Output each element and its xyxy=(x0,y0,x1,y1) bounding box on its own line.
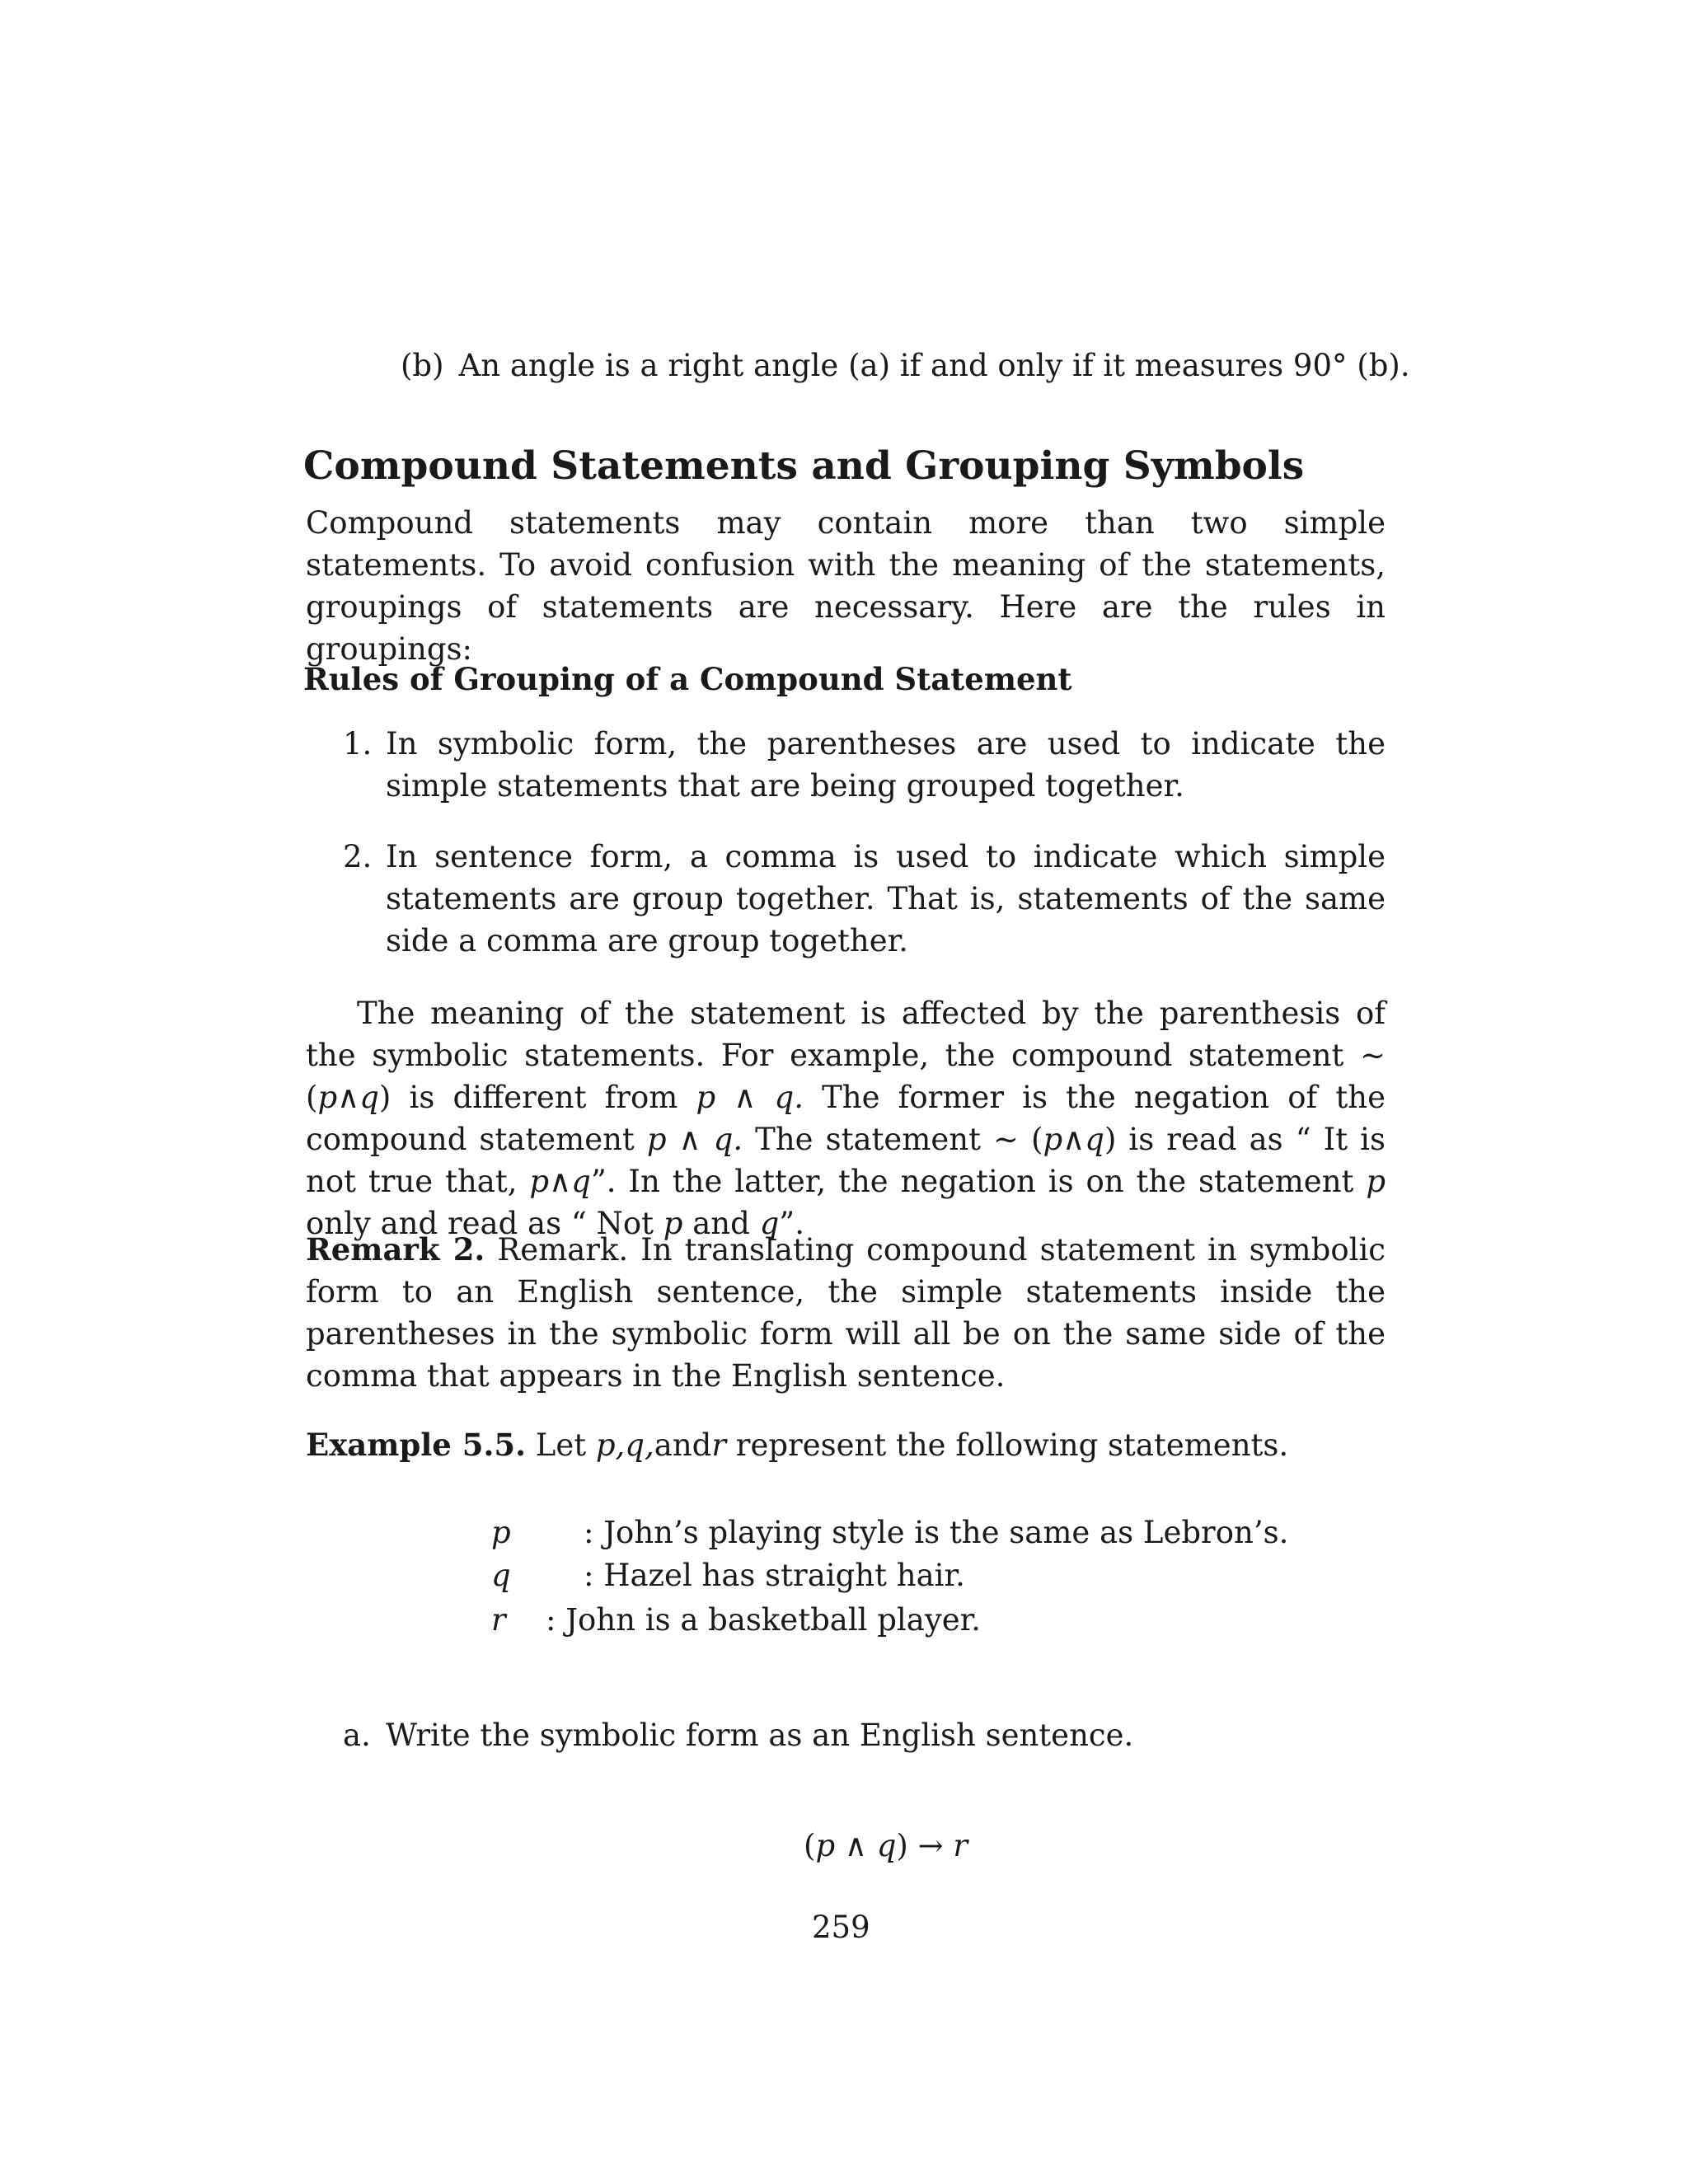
rule-text: In sentence form, a comma is used to indicate which simple statements are group together. That is, statements of the same side a comma are group together. xyxy=(386,839,1386,958)
list-item-text: An angle is a right angle (a) if and only if it measures 90° (b). xyxy=(458,348,1410,383)
definition-text: : John is a basketball player. xyxy=(546,1602,982,1638)
rule-item-1 xyxy=(343,723,1386,807)
definition-variable: r xyxy=(491,1602,506,1638)
page-number: 259 xyxy=(812,1910,870,1945)
formula: (p ∧ q) → r xyxy=(804,1828,968,1863)
definition-variable: p xyxy=(491,1515,511,1550)
definition-text: : Hazel has straight hair. xyxy=(584,1558,965,1593)
remark-text: Remark. In translating compound statement in symbolic form to an English sentence, the simple statements inside the parentheses in the symbolic form will all be on the same side of the comma that appears in the English sentence. xyxy=(306,1232,1386,1394)
rule-number: 1. xyxy=(343,726,373,762)
intro-paragraph: Compound statements may contain more than two simple statements. To avoid confusion with the meaning of the statements, groupings of statements are necessary. Here are the rules in groupings: xyxy=(306,505,1386,667)
definition-text: : John’s playing style is the same as Lebron’s. xyxy=(584,1515,1289,1550)
task-number: a. xyxy=(343,1718,371,1753)
rules-heading: Rules of Grouping of a Compound Statement xyxy=(303,661,1072,697)
list-item-b xyxy=(401,344,1431,387)
task-item-a xyxy=(343,1714,1133,1756)
example-label: Example 5.5. xyxy=(306,1427,526,1463)
meaning-paragraph: The meaning of the statement is affected by the parenthesis of the symbolic statements. For example, the compound statement ∼ (p∧q) is different from p ∧ q. The former is the negation of the compound statement p ∧ q. The statement ∼ (p∧q) is read as “ It is not true that, p∧q”. In the latter, the negation is on the statement p only and read as “ Not p and q”. xyxy=(306,996,1386,1241)
rule-number: 2. xyxy=(343,839,373,874)
section-heading: Compound Statements and Grouping Symbols xyxy=(303,443,1305,489)
example-paragraph: Example 5.5. Let p,q,andr represent the following statements. xyxy=(306,1427,1289,1463)
remark-paragraph xyxy=(306,1229,1386,1397)
list-item-label: (b) xyxy=(401,348,444,383)
remark-label: Remark 2. xyxy=(306,1231,485,1268)
definition-variable: q xyxy=(491,1558,511,1593)
task-text: Write the symbolic form as an English sentence. xyxy=(386,1718,1134,1753)
rule-text: In symbolic form, the parentheses are used to indicate the simple statements that are being grouped together. xyxy=(386,726,1386,804)
rule-item-2 xyxy=(343,836,1386,962)
